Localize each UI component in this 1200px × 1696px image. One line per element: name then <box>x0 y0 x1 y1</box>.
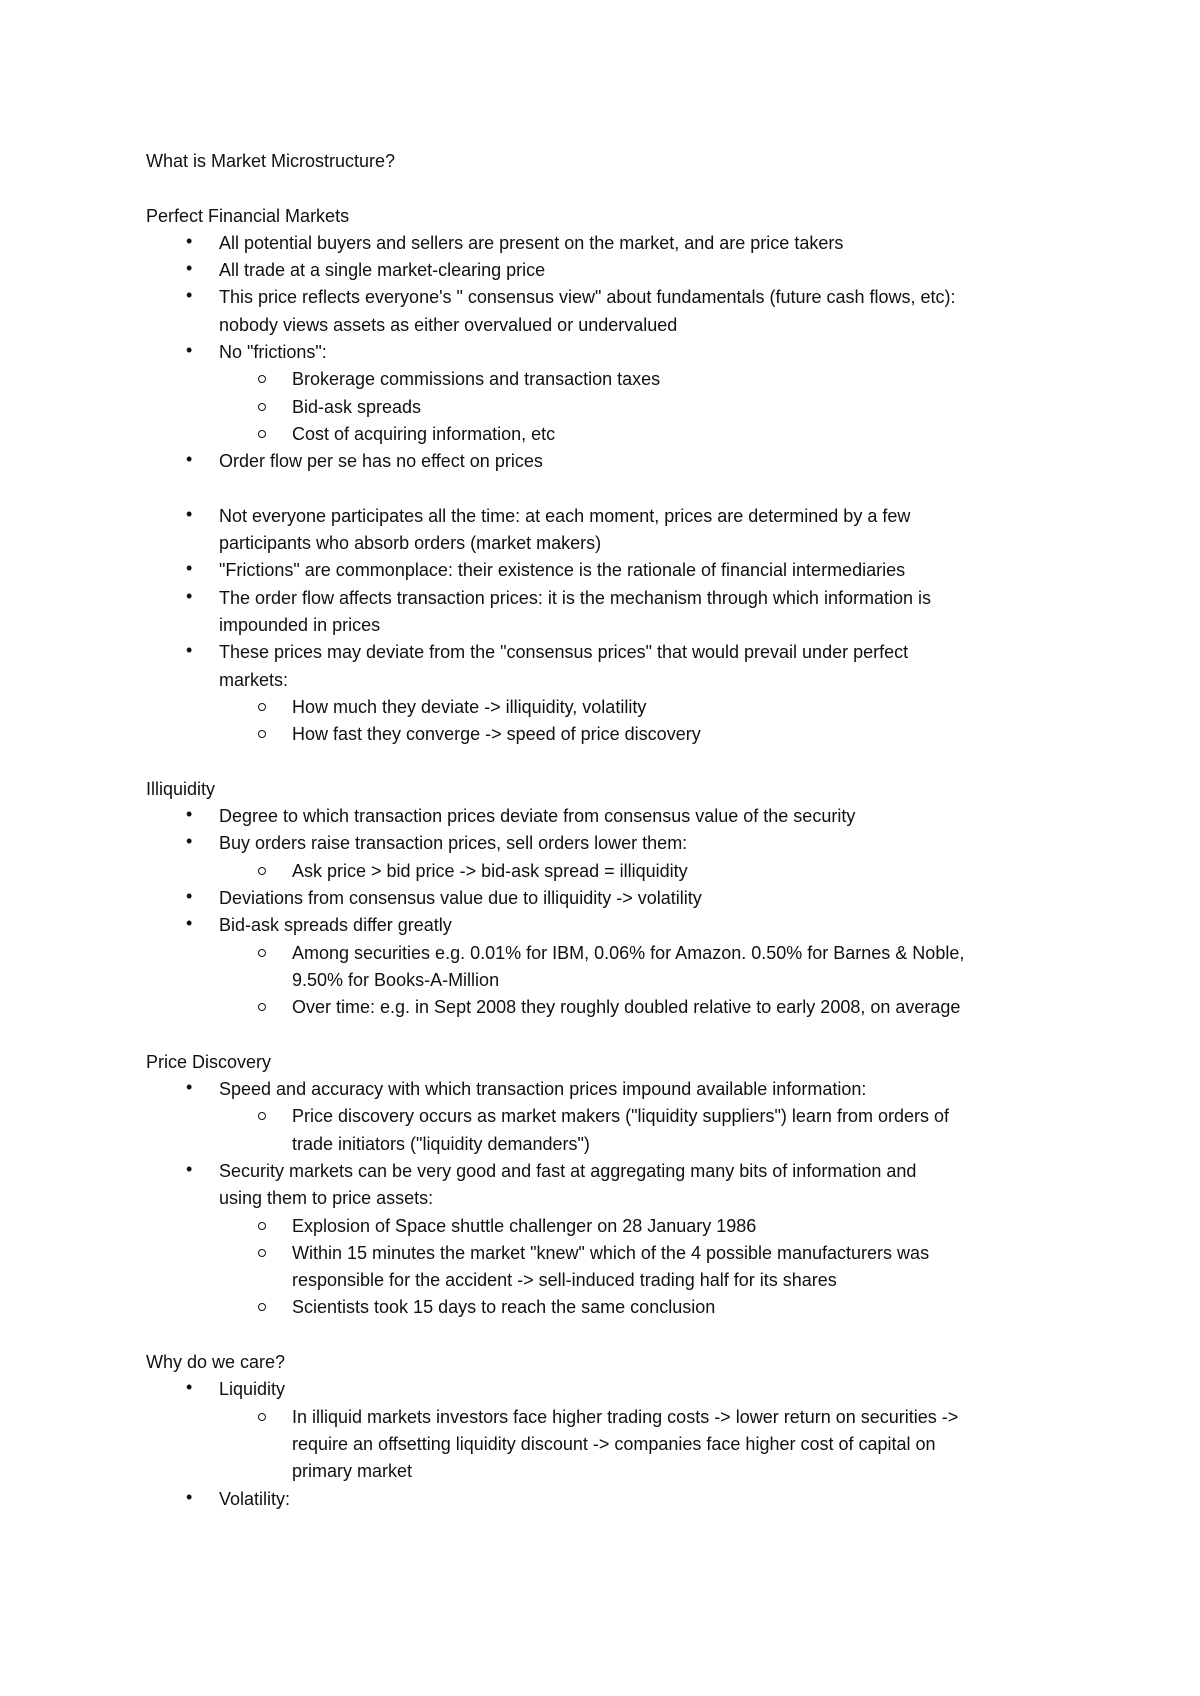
section-heading: Illiquidity <box>146 778 216 799</box>
sub-bullet-item <box>146 994 1076 1021</box>
bullet-item <box>146 1486 1076 1513</box>
sub-bullet-item <box>146 1404 1076 1486</box>
sections-container <box>146 203 1076 1513</box>
bullet-item <box>146 448 1076 475</box>
bullet-circle-icon <box>258 1303 266 1311</box>
item-text-line: using them to price assets: <box>219 1188 434 1209</box>
item-text-line: Liquidity <box>219 1379 286 1400</box>
sub-bullet-item <box>146 366 1076 393</box>
item-text-line: Volatility: <box>219 1488 291 1509</box>
bullet-item <box>146 1158 1076 1213</box>
bullet-item <box>146 339 1076 366</box>
section-heading: Why do we care? <box>146 1352 286 1373</box>
bullet-circle-icon <box>258 730 266 738</box>
bullet-item <box>146 284 1076 339</box>
item-text-line: Security markets can be very good and fast at aggregating many bits of information and <box>219 1160 917 1181</box>
bullet-item <box>146 639 1076 694</box>
sub-bullet-item <box>146 421 1076 448</box>
item-text-line: Ask price > bid price -> bid-ask spread = illiquidity <box>292 860 688 881</box>
bullet-dot-icon: • <box>186 558 193 579</box>
bullet-dot-icon: • <box>186 804 193 825</box>
item-text-line: trade initiators ("liquidity demanders") <box>292 1133 590 1154</box>
bullet-dot-icon: • <box>186 640 193 661</box>
sub-bullet-item <box>146 1294 1076 1321</box>
bullet-dot-icon: • <box>186 913 193 934</box>
item-text-line: The order flow affects transaction prices: it is the mechanism through which information is <box>219 587 931 608</box>
item-text-line: nobody views assets as either overvalued or undervalued <box>219 314 678 335</box>
item-text-line: require an offsetting liquidity discount -> companies face higher cost of capital on <box>292 1433 936 1454</box>
section-heading: Price Discovery <box>146 1051 272 1072</box>
bullet-circle-icon <box>258 1249 266 1257</box>
bullet-circle-icon <box>258 1413 266 1421</box>
bullet-dot-icon: • <box>186 1158 193 1179</box>
sub-bullet-item <box>146 721 1076 748</box>
sub-bullet-item <box>146 858 1076 885</box>
item-text-line: Explosion of Space shuttle challenger on 28 January 1986 <box>292 1215 757 1236</box>
item-text-line: Bid-ask spreads differ greatly <box>219 915 452 936</box>
sub-bullet-item <box>146 1240 1076 1295</box>
bullet-dot-icon: • <box>186 449 193 470</box>
bullet-dot-icon: • <box>186 886 193 907</box>
bullet-item <box>146 885 1076 912</box>
bullet-circle-icon <box>258 1003 266 1011</box>
bullet-dot-icon: • <box>186 1486 193 1507</box>
item-text-line: Degree to which transaction prices deviate from consensus value of the security <box>219 806 856 827</box>
bullet-item <box>146 257 1076 284</box>
item-text-line: Over time: e.g. in Sept 2008 they roughly doubled relative to early 2008, on average <box>292 997 961 1018</box>
blank-line <box>146 175 1076 202</box>
bullet-dot-icon: • <box>186 1077 193 1098</box>
item-text-line: All potential buyers and sellers are present on the market, and are price takers <box>219 232 844 253</box>
bullet-dot-icon: • <box>186 831 193 852</box>
bullet-item <box>146 912 1076 939</box>
bullet-item <box>146 230 1076 257</box>
bullet-dot-icon: • <box>186 340 193 361</box>
bullet-item <box>146 557 1076 584</box>
item-text-line: Cost of acquiring information, etc <box>292 423 556 444</box>
sub-bullet-item <box>146 694 1076 721</box>
item-text-line: participants who absorb orders (market makers) <box>219 533 602 554</box>
item-text-line: Order flow per se has no effect on prices <box>219 451 543 472</box>
bullet-circle-icon <box>258 1112 266 1120</box>
bullet-circle-icon <box>258 403 266 411</box>
item-text-line: This price reflects everyone's " consensus view" about fundamentals (future cash flows, etc): <box>219 287 956 308</box>
blank-line <box>146 476 1076 503</box>
bullet-circle-icon <box>258 949 266 957</box>
item-text-line: Not everyone participates all the time: at each moment, prices are determined by a few <box>219 505 911 526</box>
document-title: What is Market Microstructure? <box>146 151 396 171</box>
bullet-item <box>146 585 1076 640</box>
bullet-circle-icon <box>258 867 266 875</box>
item-text-line: Within 15 minutes the market "knew" which of the 4 possible manufacturers was <box>292 1242 930 1263</box>
item-text-line: How much they deviate -> illiquidity, volatility <box>292 696 647 717</box>
item-text-line: responsible for the accident -> sell-induced trading half for its shares <box>292 1270 837 1291</box>
bullet-circle-icon <box>258 430 266 438</box>
item-text-line: No "frictions": <box>219 342 327 363</box>
bullet-dot-icon: • <box>186 1377 193 1398</box>
bullet-dot-icon: • <box>186 585 193 606</box>
item-text-line: impounded in prices <box>219 615 381 636</box>
item-text-line: Scientists took 15 days to reach the same conclusion <box>292 1297 716 1318</box>
bullet-circle-icon <box>258 703 266 711</box>
item-text-line: Among securities e.g. 0.01% for IBM, 0.06% for Amazon. 0.50% for Barnes & Noble, <box>292 942 965 963</box>
item-text-line: Buy orders raise transaction prices, sell orders lower them: <box>219 833 688 854</box>
bullet-item <box>146 503 1076 558</box>
item-text-line: Speed and accuracy with which transaction prices impound available information: <box>219 1079 867 1100</box>
item-text-line: primary market <box>292 1461 413 1482</box>
item-text-line: 9.50% for Books-A-Million <box>292 969 500 990</box>
item-text-line: Brokerage commissions and transaction taxes <box>292 369 661 390</box>
blank-line <box>146 1022 1076 1049</box>
item-text-line: In illiquid markets investors face higher trading costs -> lower return on securities -> <box>292 1406 959 1427</box>
sub-bullet-item <box>146 940 1076 995</box>
item-text-line: All trade at a single market-clearing price <box>219 260 546 281</box>
sub-bullet-item <box>146 1103 1076 1158</box>
blank-line <box>146 749 1076 776</box>
sub-bullet-item <box>146 394 1076 421</box>
document-body <box>146 148 1076 1513</box>
bullet-item <box>146 1076 1076 1103</box>
bullet-dot-icon: • <box>186 285 193 306</box>
sub-bullet-item <box>146 1213 1076 1240</box>
blank-line <box>146 1322 1076 1349</box>
section-heading: Perfect Financial Markets <box>146 205 350 226</box>
item-text-line: Price discovery occurs as market makers ("liquidity suppliers") learn from orders of <box>292 1106 949 1127</box>
item-text-line: "Frictions" are commonplace: their existence is the rationale of financial intermediaries <box>219 560 906 581</box>
item-text-line: Deviations from consensus value due to illiquidity -> volatility <box>219 888 702 909</box>
bullet-dot-icon: • <box>186 230 193 251</box>
bullet-dot-icon: • <box>186 503 193 524</box>
item-text-line: These prices may deviate from the "consensus prices" that would prevail under perfect <box>219 642 909 663</box>
bullet-circle-icon <box>258 1222 266 1230</box>
bullet-item <box>146 803 1076 830</box>
bullet-item <box>146 830 1076 857</box>
item-text-line: How fast they converge -> speed of price discovery <box>292 724 701 745</box>
bullet-item <box>146 1376 1076 1403</box>
bullet-circle-icon <box>258 375 266 383</box>
item-text-line: markets: <box>219 669 289 690</box>
item-text-line: Bid-ask spreads <box>292 396 422 417</box>
bullet-dot-icon: • <box>186 258 193 279</box>
